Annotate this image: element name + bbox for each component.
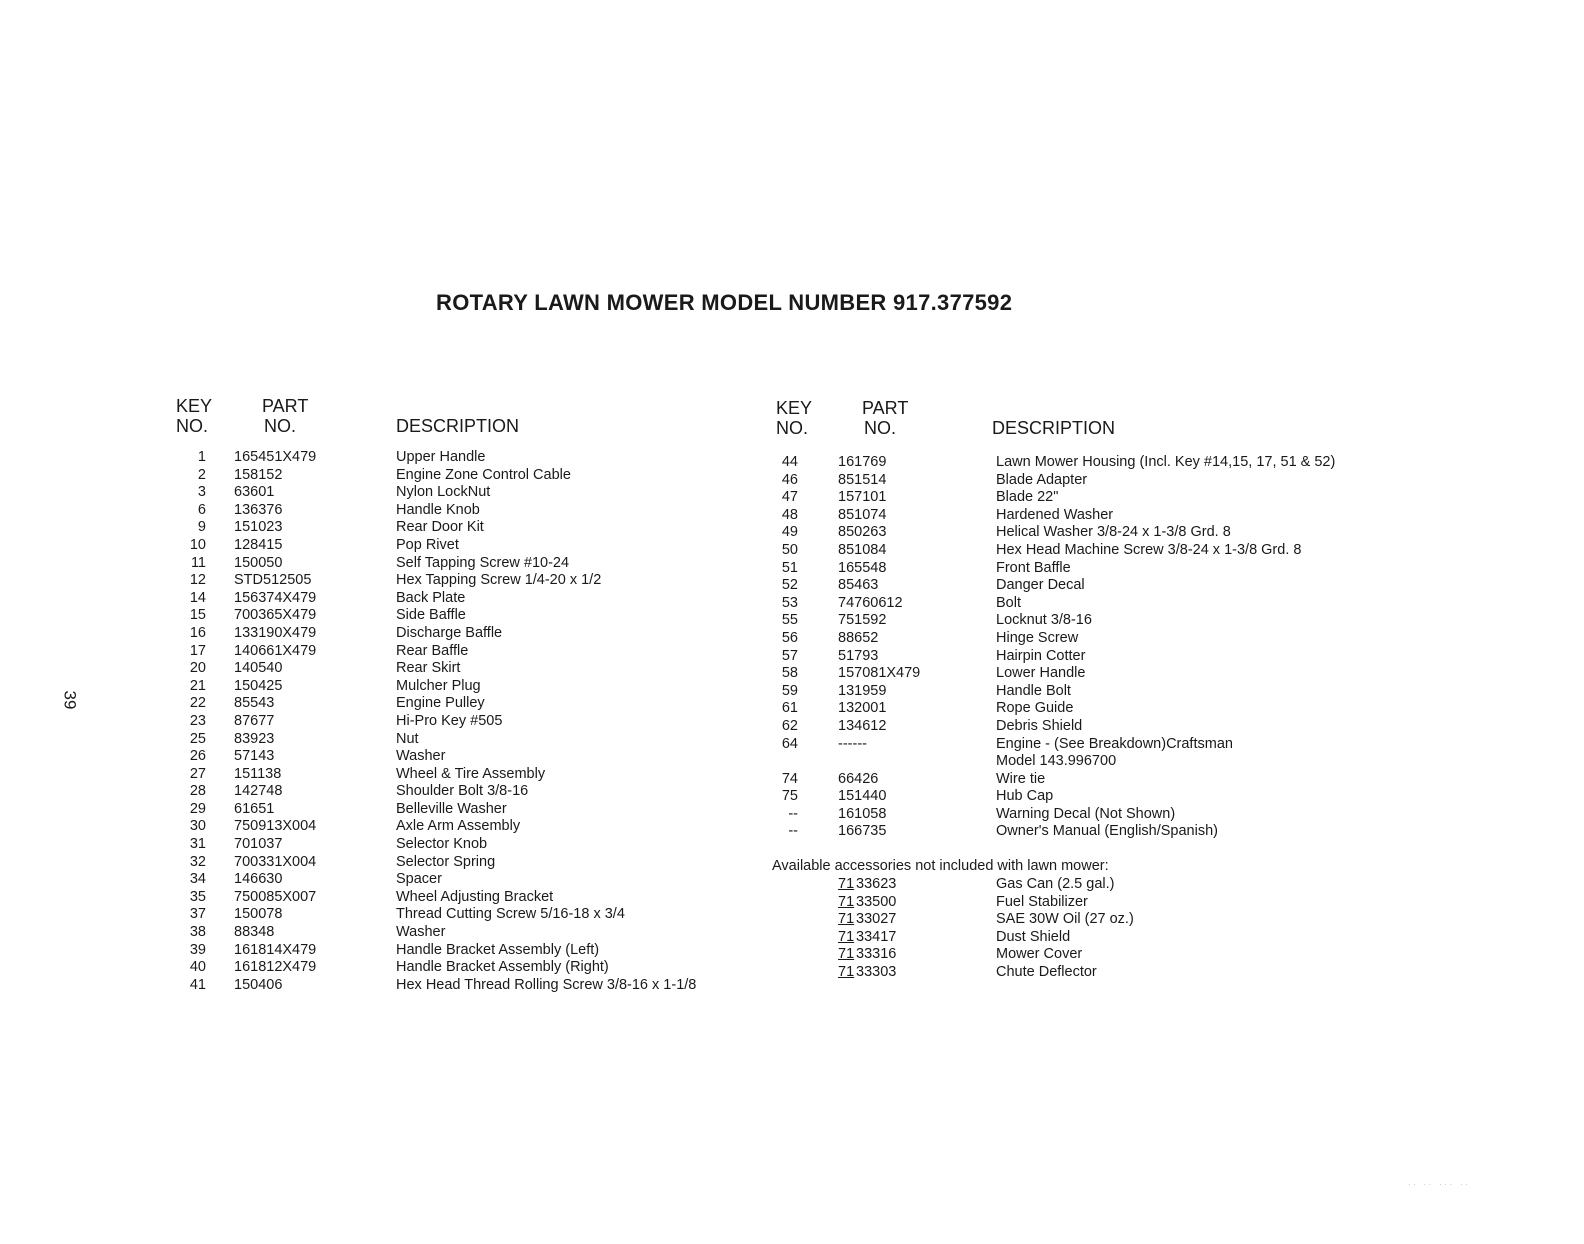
part-number: 158152	[234, 466, 283, 483]
table-row	[176, 678, 736, 696]
accessory-description: Dust Shield	[996, 928, 1071, 945]
part-number: 136376	[234, 501, 283, 518]
part-number: 850263	[838, 524, 887, 541]
part-number: 150425	[234, 677, 283, 694]
accessory-part-number: 33417	[856, 928, 897, 945]
table-row	[176, 801, 736, 819]
key-number: 37	[189, 906, 206, 923]
part-description: Hex Tapping Screw 1/4-20 x 1/2	[396, 572, 602, 589]
part-description: Spacer	[396, 871, 442, 888]
key-number: 25	[189, 730, 206, 747]
table-row	[776, 665, 1376, 683]
part-description: Handle Bolt	[996, 682, 1071, 699]
right-description-header: DESCRIPTION	[992, 418, 1116, 438]
part-number: 156374X479	[234, 589, 317, 606]
table-row	[176, 906, 736, 924]
accessory-description: Chute Deflector	[996, 963, 1097, 980]
table-row	[176, 502, 736, 520]
part-number: 88348	[234, 924, 275, 941]
part-number: 161769	[838, 454, 887, 470]
part-number: 63601	[234, 484, 275, 501]
part-description: Bolt	[996, 594, 1021, 611]
part-description: Hardened Washer	[996, 506, 1114, 523]
table-row	[176, 467, 736, 485]
left-part-header-line2: NO.	[264, 416, 297, 436]
part-description: Handle Bracket Assembly (Right)	[396, 959, 609, 976]
key-number: 38	[189, 924, 206, 941]
part-description: Blade Adapter	[996, 471, 1088, 488]
part-number: ------	[838, 735, 867, 752]
part-description: Hi-Pro Key #505	[396, 712, 503, 729]
part-description: Rear Baffle	[396, 642, 469, 659]
table-row	[176, 836, 736, 854]
table-row	[776, 911, 1376, 929]
right-parts-list	[776, 454, 1376, 841]
part-description: Nut	[396, 730, 419, 747]
part-number: 750913X004	[234, 818, 317, 835]
table-row	[176, 449, 736, 467]
key-number: 11	[190, 554, 206, 571]
part-number: 157081X479	[838, 665, 921, 682]
part-description: Back Plate	[396, 589, 466, 606]
key-number: 30	[189, 818, 206, 835]
key-number: 16	[189, 624, 206, 641]
key-number: 6	[197, 501, 206, 518]
key-number: 23	[189, 712, 206, 729]
part-description: Discharge Baffle	[396, 624, 503, 641]
key-number: 34	[189, 871, 206, 888]
key-number: 74	[781, 770, 798, 787]
key-number: 58	[781, 665, 798, 682]
part-description: Engine - (See Breakdown)Craftsman	[996, 735, 1233, 752]
key-number: 46	[781, 471, 798, 488]
table-row	[776, 946, 1376, 964]
part-number: 151023	[234, 519, 283, 536]
key-number: 49	[781, 524, 798, 541]
part-description: Lower Handle	[996, 665, 1086, 682]
part-description: Engine Pulley	[396, 695, 485, 712]
accessory-part-number: 33316	[856, 946, 897, 963]
left-part-header	[262, 396, 308, 436]
accessory-prefix: 71	[838, 893, 855, 910]
key-number: 14	[189, 589, 206, 606]
part-number: 140540	[234, 660, 283, 677]
table-row	[176, 818, 736, 836]
table-row	[176, 555, 736, 573]
key-number: 39	[189, 941, 206, 958]
part-number: 851514	[838, 471, 887, 488]
key-number: 53	[781, 594, 798, 611]
part-number: STD512505	[234, 572, 312, 589]
part-description: Owner's Manual (English/Spanish)	[996, 823, 1218, 840]
accessory-description: Fuel Stabilizer	[996, 893, 1088, 910]
table-row	[776, 560, 1376, 578]
part-description: Belleville Washer	[396, 800, 507, 817]
table-row	[776, 700, 1376, 718]
key-number: --	[788, 823, 798, 840]
key-number: 15	[189, 607, 206, 624]
key-number: 20	[189, 660, 206, 677]
accessory-part-number: 33303	[856, 963, 897, 980]
part-description: Hex Head Thread Rolling Screw 3/8-16 x 1-1/8	[396, 976, 697, 993]
table-row	[176, 942, 736, 960]
key-number: 27	[189, 765, 206, 782]
part-description: Handle Bracket Assembly (Left)	[396, 941, 600, 958]
key-number: 17	[189, 642, 206, 659]
table-row	[176, 660, 736, 678]
table-row	[176, 783, 736, 801]
part-number: 150406	[234, 976, 283, 993]
page-number: 39	[60, 690, 80, 710]
table-row	[776, 472, 1376, 490]
table-row	[176, 607, 736, 625]
part-description: Side Baffle	[396, 607, 466, 624]
part-number: 166735	[838, 823, 887, 840]
accessory-prefix: 71	[838, 876, 855, 892]
accessories-list	[776, 876, 1376, 982]
part-number: 700331X004	[234, 853, 317, 870]
part-number: 61651	[234, 800, 275, 817]
table-row	[776, 683, 1376, 701]
key-number: 64	[781, 735, 798, 752]
part-description: Lawn Mower Housing (Incl. Key #14,15, 17, 51 & 52)	[996, 454, 1336, 470]
table-row	[776, 771, 1376, 789]
part-number: 85463	[838, 577, 879, 594]
key-number: --	[788, 805, 798, 822]
accessory-prefix: 71	[838, 946, 855, 963]
key-number: 56	[781, 629, 798, 646]
part-number: 88652	[838, 629, 879, 646]
key-number: 2	[197, 466, 206, 483]
key-number: 21	[189, 677, 206, 694]
key-number: 3	[197, 484, 206, 501]
part-number: 66426	[838, 770, 879, 787]
table-row	[776, 788, 1376, 806]
part-number: 85543	[234, 695, 275, 712]
part-description: Handle Knob	[396, 501, 480, 518]
part-number: 83923	[234, 730, 275, 747]
key-number: 57	[781, 647, 798, 664]
part-description: Rear Door Kit	[396, 519, 484, 536]
table-row	[776, 964, 1376, 982]
accessory-prefix: 71	[838, 911, 855, 928]
part-description: Model 143.996700	[996, 753, 1117, 770]
table-row	[776, 577, 1376, 595]
key-number: 31	[189, 836, 206, 853]
table-row	[176, 889, 736, 907]
part-number: 751592	[838, 612, 887, 629]
accessory-description: Gas Can (2.5 gal.)	[996, 876, 1115, 892]
part-description: Front Baffle	[996, 559, 1071, 576]
part-number: 151138	[234, 765, 282, 782]
right-key-header-line1: KEY	[776, 398, 813, 418]
part-number: 161812X479	[234, 959, 317, 976]
table-row	[776, 630, 1376, 648]
part-description: Washer	[396, 748, 446, 765]
part-description: Debris Shield	[996, 717, 1083, 734]
table-row	[176, 713, 736, 731]
table-row	[176, 519, 736, 537]
part-description: Wheel Adjusting Bracket	[396, 888, 554, 905]
table-row	[176, 590, 736, 608]
part-description: Engine Zone Control Cable	[396, 466, 571, 483]
key-number: 48	[781, 506, 798, 523]
left-key-header	[176, 396, 212, 436]
right-part-header-line1: PART	[862, 398, 909, 418]
key-number: 28	[189, 783, 206, 800]
table-row	[776, 894, 1376, 912]
key-number: 59	[781, 682, 798, 699]
accessory-part-number: 33623	[856, 876, 897, 892]
table-row	[176, 572, 736, 590]
accessory-prefix: 71	[838, 963, 855, 980]
part-number: 51793	[838, 647, 879, 664]
page-title: ROTARY LAWN MOWER MODEL NUMBER 917.377592	[436, 290, 1013, 315]
part-number: 140661X479	[234, 642, 317, 659]
part-number: 750085X007	[234, 888, 317, 905]
part-description: Hex Head Machine Screw 3/8-24 x 1-3/8 Grd. 8	[996, 541, 1302, 558]
table-row	[176, 625, 736, 643]
table-row	[776, 489, 1376, 507]
key-number: 61	[781, 700, 798, 717]
left-parts-list	[176, 449, 736, 994]
part-number: 128415	[234, 536, 283, 553]
part-description: Locknut 3/8-16	[996, 612, 1092, 629]
left-description-header: DESCRIPTION	[396, 416, 520, 436]
table-row	[776, 612, 1376, 630]
key-number: 47	[781, 489, 798, 506]
part-number: 851074	[838, 506, 887, 523]
table-row	[176, 924, 736, 942]
part-description: Blade 22"	[996, 489, 1059, 506]
accessory-part-number: 33027	[856, 911, 897, 928]
part-description: Selector Knob	[396, 836, 488, 853]
part-number: 134612	[838, 717, 887, 734]
part-description: Washer	[396, 924, 446, 941]
part-description: Hinge Screw	[996, 629, 1079, 646]
part-description: Nylon LockNut	[396, 484, 491, 501]
part-description: Shoulder Bolt 3/8-16	[396, 783, 529, 800]
table-row	[176, 959, 736, 977]
key-number: 35	[189, 888, 206, 905]
part-number: 131959	[838, 682, 887, 699]
table-row	[776, 806, 1376, 824]
part-number: 132001	[838, 700, 887, 717]
key-number: 50	[781, 541, 798, 558]
key-number: 51	[781, 559, 798, 576]
part-number: 165451X479	[234, 449, 317, 465]
left-key-header-line1: KEY	[176, 396, 213, 416]
key-number: 32	[189, 853, 206, 870]
part-number: 133190X479	[234, 624, 317, 641]
part-number: 157101	[838, 489, 887, 506]
key-number: 62	[781, 717, 798, 734]
part-number: 57143	[234, 748, 275, 765]
key-number: 44	[781, 454, 798, 470]
part-number: 165548	[838, 559, 887, 576]
table-row	[776, 736, 1376, 754]
part-description: Helical Washer 3/8-24 x 1-3/8 Grd. 8	[996, 524, 1231, 541]
part-description: Hub Cap	[996, 788, 1054, 805]
part-number: 701037	[234, 836, 283, 853]
part-number: 142748	[234, 783, 283, 800]
part-description: Self Tapping Screw #10-24	[396, 554, 570, 571]
accessory-description: SAE 30W Oil (27 oz.)	[996, 911, 1134, 928]
table-row	[776, 542, 1376, 560]
part-number: 700365X479	[234, 607, 317, 624]
key-number: 75	[781, 788, 798, 805]
part-number: 151440	[838, 788, 887, 805]
key-number: 10	[189, 536, 206, 553]
table-row	[176, 643, 736, 661]
table-row	[176, 731, 736, 749]
table-row	[776, 823, 1376, 841]
table-row	[176, 766, 736, 784]
table-row	[776, 718, 1376, 736]
table-row	[776, 648, 1376, 666]
right-key-header	[776, 398, 812, 438]
part-number: 74760612	[838, 594, 903, 611]
part-description: Selector Spring	[396, 853, 496, 870]
part-description: Mulcher Plug	[396, 677, 481, 694]
key-number: 22	[189, 695, 206, 712]
table-row	[776, 507, 1376, 525]
part-description: Wheel & Tire Assembly	[396, 765, 546, 782]
part-number: 851084	[838, 541, 887, 558]
key-number: 55	[781, 612, 798, 629]
table-row	[776, 454, 1376, 472]
part-description: Danger Decal	[996, 577, 1085, 594]
table-row	[176, 871, 736, 889]
part-number: 146630	[234, 871, 283, 888]
part-number: 150050	[234, 554, 283, 571]
accessory-prefix: 71	[838, 928, 855, 945]
key-number: 9	[197, 519, 206, 536]
key-number: 29	[189, 800, 206, 817]
key-number: 12	[189, 572, 206, 589]
table-row	[776, 524, 1376, 542]
part-number: 87677	[234, 712, 275, 729]
part-description: Rear Skirt	[396, 660, 461, 677]
accessory-part-number: 33500	[856, 893, 897, 910]
table-row	[776, 753, 1376, 771]
right-part-header-line2: NO.	[864, 418, 897, 438]
part-description: Hairpin Cotter	[996, 647, 1086, 664]
table-row	[776, 929, 1376, 947]
left-key-header-line2: NO.	[176, 416, 209, 436]
table-row	[176, 977, 736, 995]
table-row	[176, 854, 736, 872]
part-description: Rope Guide	[996, 700, 1074, 717]
right-part-header	[862, 398, 908, 438]
key-number: 26	[189, 748, 206, 765]
part-description: Thread Cutting Screw 5/16-18 x 3/4	[396, 906, 625, 923]
part-number: 161814X479	[234, 941, 317, 958]
part-description: Wire tie	[996, 770, 1046, 787]
part-description: Warning Decal (Not Shown)	[996, 805, 1176, 822]
key-number: 52	[781, 577, 798, 594]
part-number: 161058	[838, 805, 887, 822]
accessory-description: Mower Cover	[996, 946, 1083, 963]
part-description: Axle Arm Assembly	[396, 818, 521, 835]
accessories-note: Available accessories not included with lawn mower:	[772, 858, 1109, 874]
table-row	[176, 484, 736, 502]
table-row	[176, 537, 736, 555]
table-row	[776, 876, 1376, 894]
part-description: Pop Rivet	[396, 536, 459, 553]
part-number: 150078	[234, 906, 283, 923]
table-row	[176, 695, 736, 713]
key-number: 1	[197, 449, 206, 465]
key-number: 41	[189, 976, 206, 993]
table-row	[176, 748, 736, 766]
right-key-header-line2: NO.	[776, 418, 809, 438]
key-number: 40	[189, 959, 206, 976]
left-part-header-line1: PART	[262, 396, 309, 416]
table-row	[776, 595, 1376, 613]
scan-artifact: .. .. ... ..	[1408, 1178, 1471, 1187]
part-description: Upper Handle	[396, 449, 486, 465]
